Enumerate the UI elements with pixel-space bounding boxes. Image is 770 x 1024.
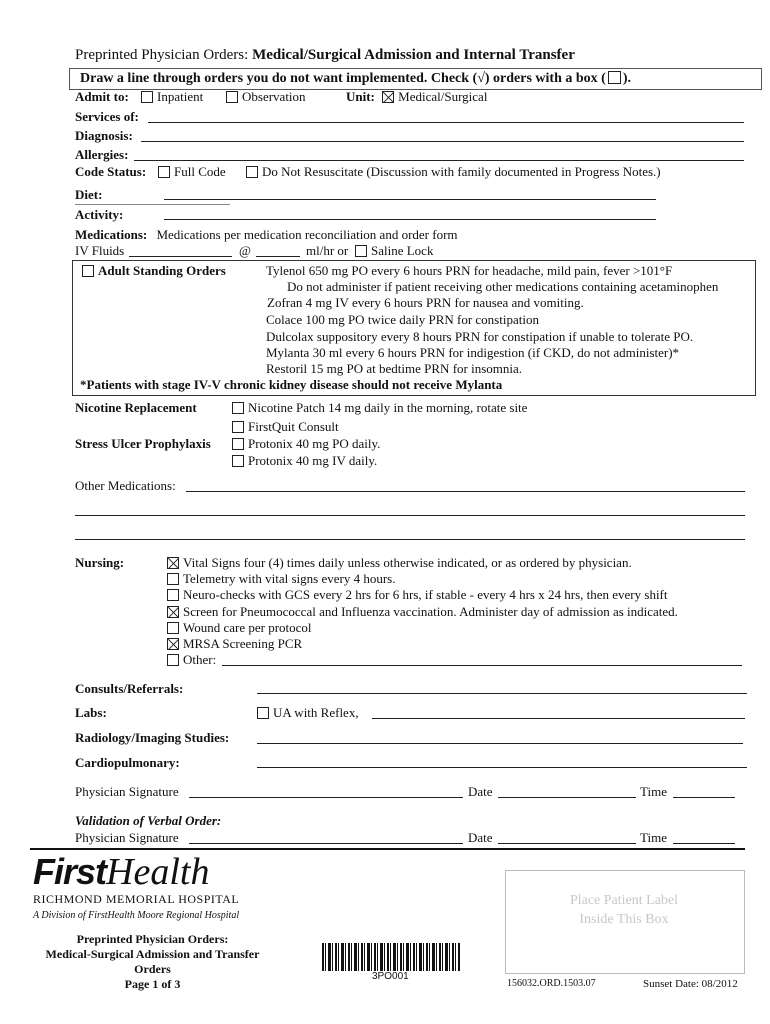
standing-order: Dulcolax suppository every 8 hours PRN for constipation if unable to tolerate PO. <box>266 329 694 344</box>
medications-label: Medications: <box>75 227 148 242</box>
divider <box>75 204 230 205</box>
consults-field[interactable] <box>257 693 747 694</box>
standing-orders-checkbox[interactable] <box>82 265 94 277</box>
cardiopulmonary-field[interactable] <box>257 767 747 768</box>
time-label: Time <box>640 784 667 799</box>
verbal-order-label: Validation of Verbal Order: <box>75 813 222 828</box>
other-medications-field[interactable] <box>186 491 745 492</box>
other-medications-line[interactable] <box>75 515 745 516</box>
other-medications-line[interactable] <box>75 539 745 540</box>
full-code-checkbox[interactable] <box>158 166 170 178</box>
nursing-checkbox[interactable] <box>167 622 179 634</box>
nursing-item[interactable]: Telemetry with vital signs every 4 hours. <box>167 571 395 587</box>
nursing-checkbox[interactable] <box>167 638 179 650</box>
instruction-text: Draw a line through orders you do not want implemented. Check (√) orders with a box ( ). <box>80 71 631 86</box>
patient-label-text-2: Inside This Box <box>579 912 669 927</box>
standing-order: Restoril 15 mg PO at bedtime PRN for insomnia. <box>266 361 523 376</box>
cardiopulmonary-label: Cardiopulmonary: <box>75 755 180 770</box>
patient-label-text-1: Place Patient Label <box>569 893 679 908</box>
unit-checkbox[interactable] <box>382 91 394 103</box>
nicotine-label: Nicotine Replacement <box>75 400 197 415</box>
verbal-time-label: Time <box>640 830 667 845</box>
nursing-item[interactable]: Vital Signs four (4) times daily unless otherwise indicated, or as ordered by physician. <box>167 555 632 571</box>
barcode <box>322 943 460 971</box>
activity-label: Activity: <box>75 207 124 222</box>
nursing-checkbox[interactable] <box>167 606 179 618</box>
title-prefix: Preprinted Physician Orders: <box>75 47 249 63</box>
barcode-text: 3PO001 <box>372 971 409 982</box>
iv-rate-field[interactable] <box>256 256 300 257</box>
date-label: Date <box>468 784 493 799</box>
division-text: A Division of FirstHealth Moore Regional Hospital <box>33 910 240 921</box>
standing-orders-option[interactable]: Adult Standing Orders <box>82 263 226 279</box>
form-title-2: Medical-Surgical Admission and Transfer <box>45 947 260 961</box>
inpatient-option[interactable]: Inpatient <box>141 89 203 105</box>
unit-label: Unit: <box>346 89 375 104</box>
ua-option[interactable]: UA with Reflex, <box>257 705 359 721</box>
firsthealth-logo: FirstHealth <box>33 851 210 893</box>
admit-label: Admit to: <box>75 89 129 104</box>
iv-fluids-label: IV Fluids <box>75 243 125 258</box>
sample-checkbox-icon <box>608 71 621 84</box>
nursing-other-field[interactable] <box>222 665 742 666</box>
protonix-po-option[interactable]: Protonix 40 mg PO daily. <box>232 436 380 452</box>
page-number: Page 1 of 3 <box>124 977 181 991</box>
ua-checkbox[interactable] <box>257 707 269 719</box>
observation-checkbox[interactable] <box>226 91 238 103</box>
footer-divider <box>30 848 745 850</box>
radiology-field[interactable] <box>257 743 743 744</box>
standing-order: Zofran 4 mg IV every 6 hours PRN for nausea and vomiting. <box>267 295 584 310</box>
date-field[interactable] <box>498 797 636 798</box>
medications-text: Medications per medication reconciliation and order form <box>156 227 458 242</box>
consults-label: Consults/Referrals: <box>75 681 184 696</box>
protonix-iv-option[interactable]: Protonix 40 mg IV daily. <box>232 453 377 469</box>
diagnosis-label: Diagnosis: <box>75 128 133 143</box>
iv-fluid-type-field[interactable] <box>129 256 232 257</box>
inpatient-checkbox[interactable] <box>141 91 153 103</box>
physician-signature-label: Physician Signature <box>75 784 179 799</box>
time-field[interactable] <box>673 797 735 798</box>
verbal-signature-field[interactable] <box>189 843 463 844</box>
admit-row <box>75 89 129 105</box>
verbal-date-label: Date <box>468 830 493 845</box>
nursing-label: Nursing: <box>75 555 125 570</box>
mylanta-note: *Patients with stage IV-V chronic kidney disease should not receive Mylanta <box>80 377 503 392</box>
diet-field[interactable] <box>164 199 656 200</box>
radiology-label: Radiology/Imaging Studies: <box>75 730 230 745</box>
form-number: 156032.ORD.1503.07 <box>507 978 596 989</box>
activity-field[interactable] <box>164 219 656 220</box>
iv-at: @ <box>239 243 251 258</box>
firstquit-checkbox[interactable] <box>232 421 244 433</box>
allergies-label: Allergies: <box>75 147 129 162</box>
diet-label: Diet: <box>75 187 103 202</box>
code-status-label: Code Status: <box>75 164 147 179</box>
verbal-date-field[interactable] <box>498 843 636 844</box>
standing-order: Do not administer if patient receiving other medications containing acetaminophen <box>287 279 719 294</box>
standing-order: Mylanta 30 ml every 6 hours PRN for indigestion (if CKD, do not administer)* <box>266 345 680 360</box>
full-code-option[interactable]: Full Code <box>158 164 226 180</box>
nursing-checkbox[interactable] <box>167 573 179 585</box>
iv-rate-label: ml/hr or <box>306 243 349 258</box>
nicotine-patch-checkbox[interactable] <box>232 402 244 414</box>
verbal-signature-label: Physician Signature <box>75 830 179 845</box>
protonix-iv-checkbox[interactable] <box>232 455 244 467</box>
form-title-1: Preprinted Physician Orders: <box>76 932 229 946</box>
nursing-item[interactable]: MRSA Screening PCR <box>167 636 302 652</box>
form-header <box>75 47 575 63</box>
dnr-checkbox[interactable] <box>246 166 258 178</box>
physician-signature-field[interactable] <box>189 797 463 798</box>
verbal-time-field[interactable] <box>673 843 735 844</box>
dnr-option[interactable]: Do Not Resuscitate (Discussion with family documented in Progress Notes.) <box>246 164 661 180</box>
allergies-field[interactable] <box>134 160 744 161</box>
nicotine-patch-option[interactable]: Nicotine Patch 14 mg daily in the morning, rotate site <box>232 400 527 416</box>
medications-row <box>75 227 458 243</box>
services-label: Services of: <box>75 109 139 124</box>
standing-order: Tylenol 650 mg PO every 6 hours PRN for headache, mild pain, fever >101°F <box>266 263 673 278</box>
sunset-date: Sunset Date: 08/2012 <box>643 978 738 990</box>
nursing-checkbox[interactable] <box>167 654 179 666</box>
other-medications-label: Other Medications: <box>75 478 176 493</box>
labs-label: Labs: <box>75 705 107 720</box>
nursing-item[interactable]: Wound care per protocol <box>167 620 312 636</box>
diagnosis-field[interactable] <box>141 141 744 142</box>
observation-option[interactable]: Observation <box>226 89 306 105</box>
nursing-item[interactable]: Screen for Pneumococcal and Influenza vaccination. Administer day of admission as indicated. <box>167 604 678 620</box>
nursing-checkbox[interactable] <box>167 557 179 569</box>
stress-ulcer-label: Stress Ulcer Prophylaxis <box>75 436 211 451</box>
hospital-name: RICHMOND MEMORIAL HOSPITAL <box>33 892 240 906</box>
saline-lock-checkbox[interactable] <box>355 245 367 257</box>
unit-option[interactable]: Unit: Medical/Surgical <box>346 89 488 104</box>
services-field[interactable] <box>148 122 744 123</box>
form-title-3: Orders <box>134 962 171 976</box>
firstquit-option[interactable]: FirstQuit Consult <box>232 419 339 435</box>
saline-lock-option[interactable]: Saline Lock <box>355 243 433 259</box>
standing-order: Colace 100 mg PO twice daily PRN for constipation <box>266 312 539 327</box>
nursing-item[interactable]: Other: <box>167 652 216 668</box>
protonix-po-checkbox[interactable] <box>232 438 244 450</box>
nursing-item[interactable]: Neuro-checks with GCS every 2 hrs for 6 hrs, if stable - every 4 hrs x 24 hrs, then every shift <box>167 587 668 603</box>
page-title: Medical/Surgical Admission and Internal Transfer <box>252 47 575 63</box>
nursing-checkbox[interactable] <box>167 589 179 601</box>
labs-field[interactable] <box>372 718 745 719</box>
